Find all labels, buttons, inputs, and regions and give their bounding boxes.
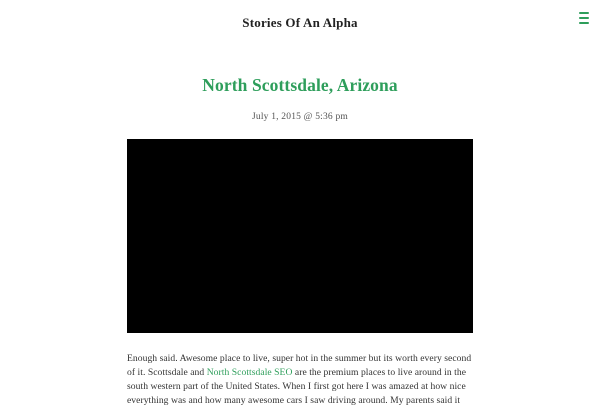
- embedded-video-player[interactable]: [127, 139, 473, 333]
- post-body-text-continued: are the premium places to live around in the south western part of the United States. When I first got here I was amazed at how nice everything was and how many awesome cars I saw driving around. My parents said it: [127, 367, 466, 406]
- post-content: [127, 352, 473, 408]
- menu-bar-bottom: [579, 22, 589, 24]
- post-title[interactable]: North Scottsdale, Arizona: [202, 75, 398, 95]
- post-date: July 1, 2015 @ 5:36 pm: [251, 112, 348, 122]
- post-body-text: Enough said. Awesome place to live, super hot in the summer but its worth every second of it. Scottsdale and: [127, 353, 472, 378]
- menu-bar-top: [579, 12, 589, 14]
- hamburger-menu-icon[interactable]: [579, 12, 589, 24]
- menu-bar-middle: [579, 17, 589, 19]
- north-scottsdale-seo-link[interactable]: North Scottsdale SEO: [206, 367, 293, 378]
- site-header: [0, 0, 600, 46]
- site-title-link[interactable]: Stories Of An Alpha: [242, 15, 358, 30]
